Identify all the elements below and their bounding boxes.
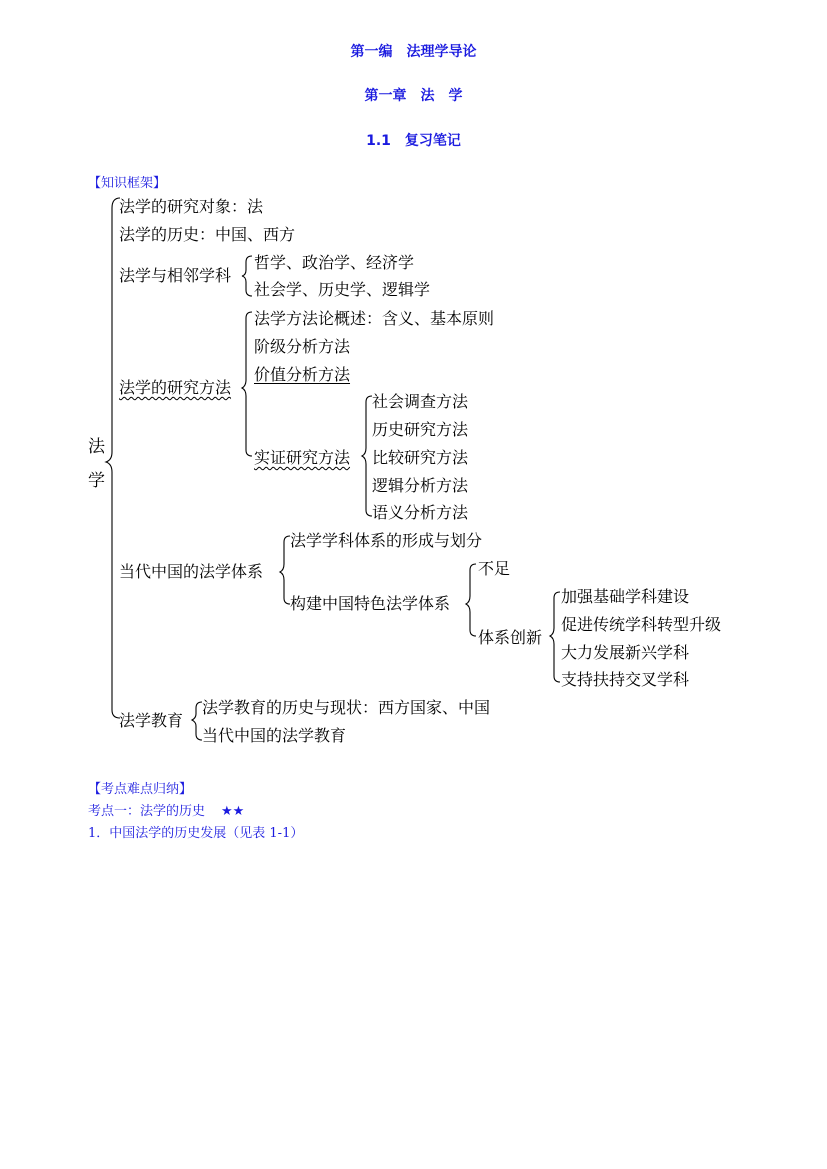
node-methods: 法学的研究方法 — [119, 378, 232, 397]
node-neighbors-item: 哲学、政治学、经济学 — [254, 253, 415, 272]
key-point-1 — [88, 800, 244, 819]
brace-root — [106, 198, 120, 718]
section-heading: 1.1 复习笔记 — [366, 133, 461, 149]
node-education-item: 法学教育的历史与现状：西方国家、中国 — [202, 698, 491, 717]
brace-neighbors — [242, 256, 252, 296]
node-system: 当代中国的法学体系 — [119, 562, 264, 581]
importance-stars: ★★ — [221, 804, 245, 819]
node-methods-item: 阶级分析方法 — [254, 337, 351, 356]
node-innovation-item: 支持扶持交叉学科 — [561, 670, 690, 689]
mindmap-root-char-1: 法 — [88, 437, 105, 457]
chapter-heading: 第一章 法 学 — [364, 88, 463, 104]
brace-build — [466, 564, 476, 636]
node-empirical-item: 逻辑分析方法 — [372, 476, 469, 495]
brace-empirical — [362, 396, 372, 516]
node-methods-item: 法学方法论概述：含义、基本原则 — [254, 309, 495, 328]
node-innovation: 体系创新 — [478, 628, 543, 647]
node-empirical-item: 语义分析方法 — [372, 503, 469, 522]
list-item-1: 1．中国法学的历史发展（见表 1-1） — [88, 826, 304, 841]
framework-label: 【知识框架】 — [88, 176, 167, 191]
key-point-1-label: 考点一：法学的历史 — [88, 804, 206, 819]
node-methods-item: 价值分析方法 — [254, 365, 351, 384]
node-empirical: 实证研究方法 — [254, 448, 351, 467]
node-formation: 法学学科体系的形成与划分 — [290, 531, 483, 550]
brace-system — [280, 536, 290, 604]
mindmap-root-char-2: 学 — [88, 471, 105, 491]
node-education-item: 当代中国的法学教育 — [202, 726, 347, 745]
brace-education — [192, 702, 202, 740]
part-heading: 第一编 法理学导论 — [350, 44, 477, 60]
node-shortfall: 不足 — [478, 559, 511, 578]
node-neighbors-item: 社会学、历史学、逻辑学 — [254, 280, 431, 299]
node-innovation-item: 大力发展新兴学科 — [561, 643, 690, 662]
node-neighbors: 法学与相邻学科 — [119, 266, 232, 285]
node-history: 法学的历史：中国、西方 — [119, 225, 296, 244]
node-empirical-item: 比较研究方法 — [372, 448, 469, 467]
node-education: 法学教育 — [119, 711, 184, 730]
node-innovation-item: 促进传统学科转型升级 — [561, 615, 722, 634]
node-build: 构建中国特色法学体系 — [290, 594, 451, 613]
node-empirical-item: 历史研究方法 — [372, 420, 469, 439]
node-empirical-item: 社会调查方法 — [372, 392, 469, 411]
brace-methods — [242, 312, 252, 456]
key-points-label: 【考点难点归纳】 — [88, 782, 193, 797]
node-innovation-item: 加强基础学科建设 — [561, 587, 690, 606]
node-object: 法学的研究对象：法 — [119, 197, 264, 216]
brace-innovation — [550, 592, 560, 682]
